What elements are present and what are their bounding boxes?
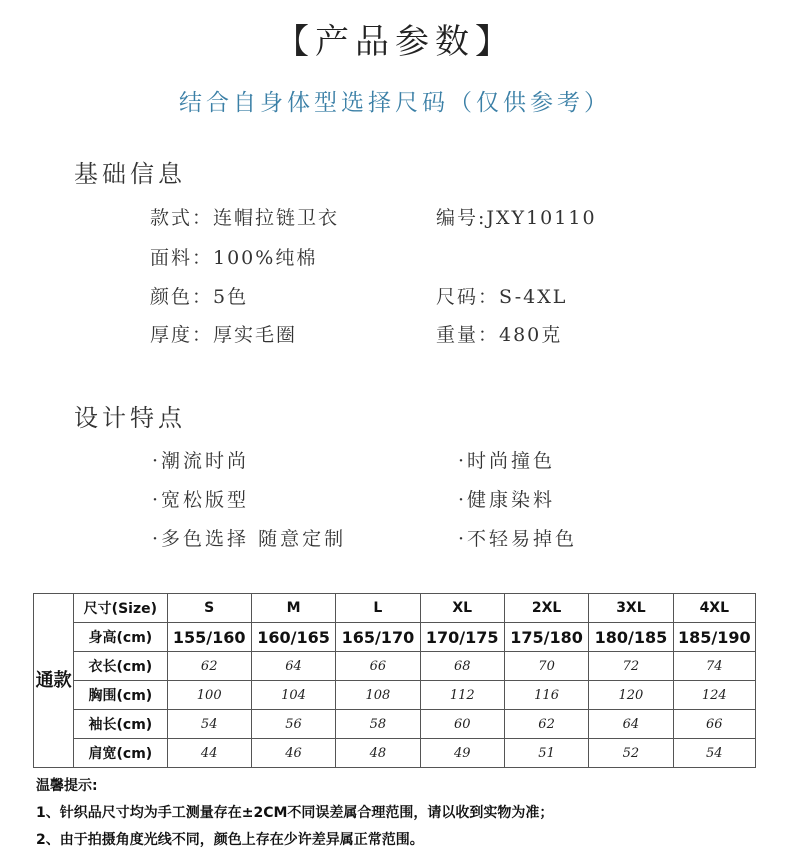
table-cell: 108 (336, 681, 420, 710)
size-header-cell: S (167, 594, 251, 623)
table-cell: 180/185 (589, 623, 673, 652)
page-title: 【产品参数】 (275, 22, 515, 62)
info-fabric: 面料：100%纯棉 (150, 247, 318, 269)
table-cell: 54 (673, 739, 755, 768)
table-cell: 66 (673, 710, 755, 739)
table-cell: 70 (504, 652, 588, 681)
size-header-cell: L (336, 594, 420, 623)
table-cell: 66 (336, 652, 420, 681)
table-cell: 56 (251, 710, 335, 739)
table-cell: 54 (167, 710, 251, 739)
table-cell: 185/190 (673, 623, 755, 652)
header-label: 尺寸(Size) (74, 594, 167, 623)
table-cell: 51 (504, 739, 588, 768)
feature-item: ·时尚撞色 (458, 450, 556, 472)
row-label: 胸围(cm) (74, 681, 167, 710)
table-cell: 74 (673, 652, 755, 681)
basic-info-heading: 基础信息 (74, 160, 186, 188)
table-cell: 62 (504, 710, 588, 739)
table-cell: 160/165 (251, 623, 335, 652)
size-header-cell: M (251, 594, 335, 623)
row-label: 肩宽(cm) (74, 739, 167, 768)
table-row (34, 710, 756, 739)
table-cell: 116 (504, 681, 588, 710)
info-weight: 重量：480克 (436, 324, 563, 346)
table-cell: 124 (673, 681, 755, 710)
size-header-cell: XL (420, 594, 504, 623)
size-header-cell: 3XL (589, 594, 673, 623)
table-cell: 72 (589, 652, 673, 681)
size-header-cell: 4XL (673, 594, 755, 623)
table-cell: 60 (420, 710, 504, 739)
table-cell: 58 (336, 710, 420, 739)
design-heading: 设计特点 (74, 404, 186, 432)
notes-block (36, 776, 776, 857)
feature-item: ·潮流时尚 (152, 450, 250, 472)
feature-item: ·健康染料 (458, 489, 556, 511)
table-cell: 112 (420, 681, 504, 710)
table-cell: 175/180 (504, 623, 588, 652)
table-cell: 100 (167, 681, 251, 710)
size-table (33, 593, 756, 768)
table-cell: 170/175 (420, 623, 504, 652)
info-thickness: 厚度：厚实毛圈 (150, 324, 298, 346)
info-style: 款式：连帽拉链卫衣 (150, 207, 340, 229)
notes-heading: 温馨提示: (36, 778, 98, 794)
table-cell: 48 (336, 739, 420, 768)
table-row (34, 739, 756, 768)
table-row (34, 681, 756, 710)
table-cell: 155/160 (167, 623, 251, 652)
info-code: 编号:JXY10110 (436, 207, 597, 229)
info-size-range: 尺码：S-4XL (436, 286, 568, 308)
table-cell: 64 (251, 652, 335, 681)
feature-item: ·多色选择 随意定制 (152, 528, 347, 550)
table-row (34, 652, 756, 681)
feature-item: ·宽松版型 (152, 489, 250, 511)
row-label: 衣长(cm) (74, 652, 167, 681)
table-cell: 52 (589, 739, 673, 768)
table-cell: 165/170 (336, 623, 420, 652)
table-cell: 104 (251, 681, 335, 710)
group-label: 通款 (34, 594, 74, 768)
row-label: 袖长(cm) (74, 710, 167, 739)
feature-item: ·不轻易掉色 (458, 528, 578, 550)
table-row (34, 623, 756, 652)
info-color: 颜色：5色 (150, 286, 249, 308)
size-header-row (34, 594, 756, 623)
table-cell: 62 (167, 652, 251, 681)
table-cell: 120 (589, 681, 673, 710)
note-item: 1、针织品尺寸均为手工测量存在±2CM不同误差属合理范围，请以收到实物为准； (36, 805, 554, 821)
page-subtitle: 结合自身体型选择尺码（仅供参考） (179, 90, 611, 116)
size-header-cell: 2XL (504, 594, 588, 623)
table-cell: 46 (251, 739, 335, 768)
table-cell: 64 (589, 710, 673, 739)
row-label: 身高(cm) (74, 623, 167, 652)
note-item: 2、由于拍摄角度光线不同，颜色上存在少许差异属正常范围。 (36, 832, 424, 848)
table-cell: 49 (420, 739, 504, 768)
table-cell: 68 (420, 652, 504, 681)
table-cell: 44 (167, 739, 251, 768)
